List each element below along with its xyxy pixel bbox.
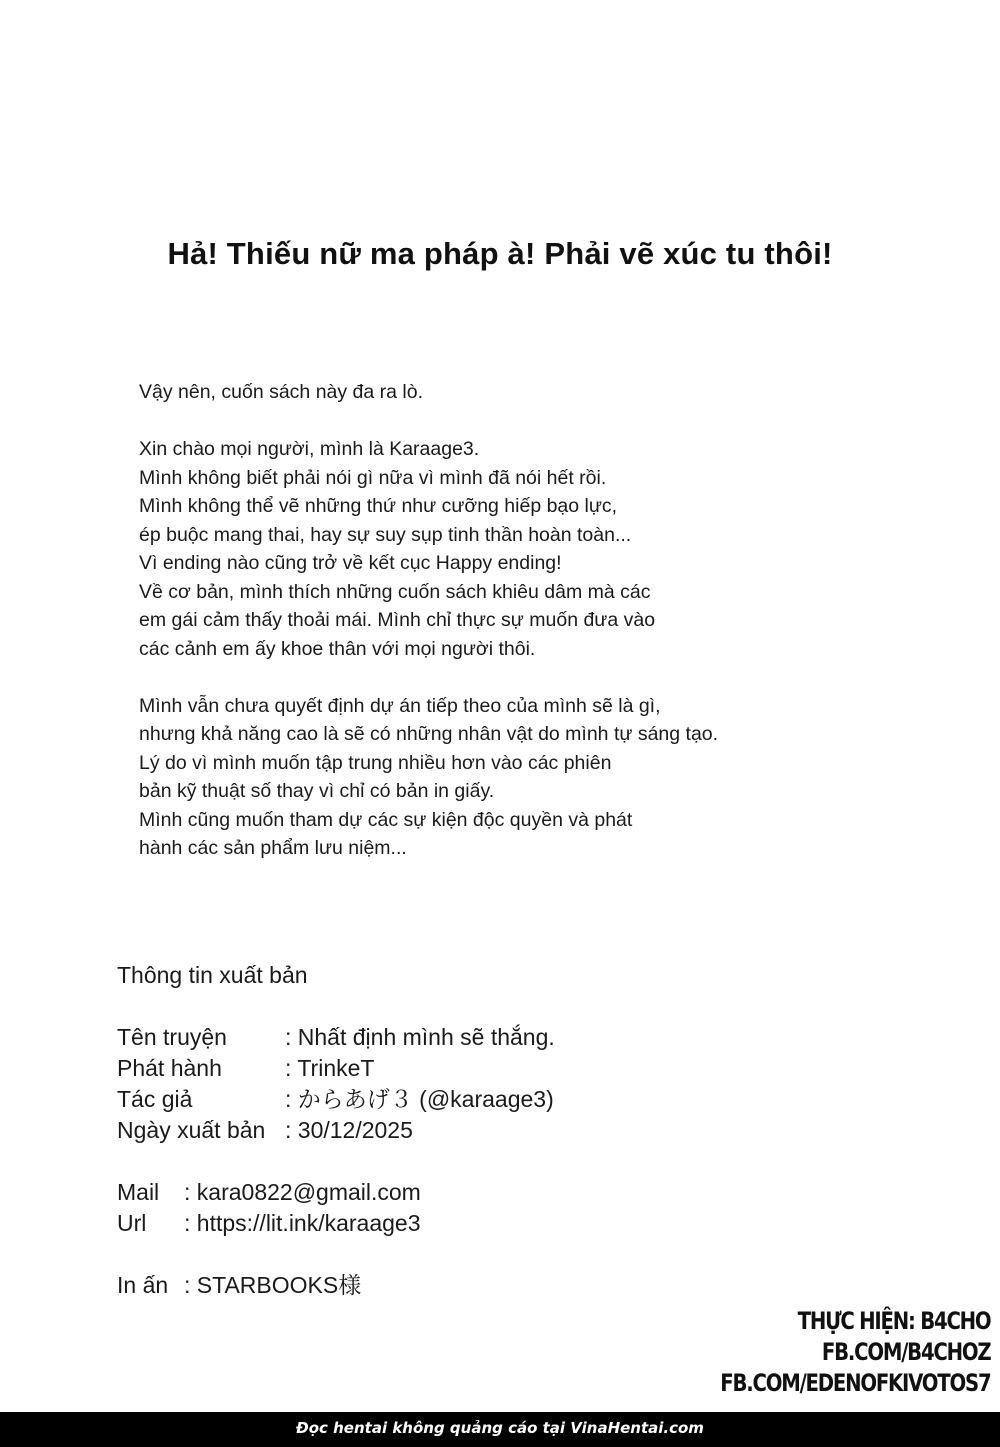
info-label: Tên truyện <box>117 1024 227 1050</box>
info-value: : からあげ３ (@karaage3) <box>285 1086 554 1112</box>
info-value: : 30/12/2025 <box>285 1117 413 1143</box>
afterword-text <box>139 378 899 891</box>
text-line: ép buộc mang thai, hay sự suy sụp tinh thần hoàn toàn... <box>139 523 632 546</box>
text-line: nhưng khả năng cao là sẽ có những nhân vật do mình tự sáng tạo. <box>139 723 719 745</box>
info-value: : kara0822@gmail.com <box>184 1179 421 1205</box>
info-value: : STARBOOKS様 <box>184 1272 362 1298</box>
credit-line: FB.COM/EDENOFKIVOTOS7 <box>719 1369 990 1397</box>
publication-info-heading: Thông tin xuất bản <box>117 962 308 988</box>
info-label: Phát hành <box>117 1055 222 1081</box>
text-line: hành các sản phẩm lưu niệm... <box>139 837 407 859</box>
info-label: Url <box>117 1210 147 1236</box>
info-label: Mail <box>117 1179 160 1205</box>
text-line: Mình không biết phải nói gì nữa vì mình đã nói hết rồi. <box>139 466 607 489</box>
info-row-author <box>117 1084 817 1115</box>
footer-text: Đọc hentai không quảng cáo tại VinaHentai.com <box>296 1419 704 1437</box>
info-row-mail <box>117 1177 817 1208</box>
publication-info <box>117 960 817 1301</box>
info-value: : TrinkeT <box>285 1055 375 1081</box>
text-line: Mình vẫn chưa quyết định dự án tiếp theo của mình sẽ là gì, <box>139 694 661 717</box>
info-value: : Nhất định mình sẽ thắng. <box>285 1024 555 1050</box>
text-line: Mình cũng muốn tham dự các sự kiện độc quyền và phát <box>139 808 633 831</box>
info-label: Ngày xuất bản <box>117 1117 266 1143</box>
info-row-publisher <box>117 1053 817 1084</box>
info-row-date <box>117 1115 817 1146</box>
text-line: Vì ending nào cũng trở về kết cục Happy ending! <box>139 552 562 574</box>
info-label: In ấn <box>117 1272 169 1298</box>
paragraph-1 <box>139 378 899 407</box>
credit-line: THỰC HIỆN: B4CHO <box>797 1307 990 1335</box>
text-line: các cảnh em ấy khoe thân với mọi người thôi. <box>139 637 536 660</box>
paragraph-2 <box>139 435 899 663</box>
paragraph-3 <box>139 692 899 863</box>
translator-credits <box>720 1306 990 1399</box>
info-label: Tác giả <box>117 1086 193 1112</box>
text-line: Về cơ bản, mình thích những cuốn sách khiêu dâm mà các <box>139 580 651 603</box>
footer-banner <box>0 1412 1000 1447</box>
text-line: Xin chào mọi người, mình là Karaage3. <box>139 438 480 460</box>
text-line: bản kỹ thuật số thay vì chỉ có bản in giấy. <box>139 780 495 802</box>
text-line: Vậy nên, cuốn sách này đa ra lò. <box>139 381 424 403</box>
info-value: : https://lit.ink/karaage3 <box>184 1210 421 1236</box>
text-line: em gái cảm thấy thoải mái. Mình chỉ thực sự muốn đưa vào <box>139 609 656 631</box>
info-row-url <box>117 1208 817 1239</box>
credit-line: FB.COM/B4CHOZ <box>821 1338 990 1366</box>
text-line: Lý do vì mình muốn tập trung nhiều hơn vào các phiên <box>139 751 612 774</box>
info-row-printer <box>117 1270 817 1301</box>
text-line: Mình không thể vẽ những thứ như cưỡng hiếp bạo lực, <box>139 495 618 517</box>
page-title: Hả! Thiếu nữ ma pháp à! Phải vẽ xúc tu thôi! <box>167 236 833 271</box>
info-row-title <box>117 1022 817 1053</box>
